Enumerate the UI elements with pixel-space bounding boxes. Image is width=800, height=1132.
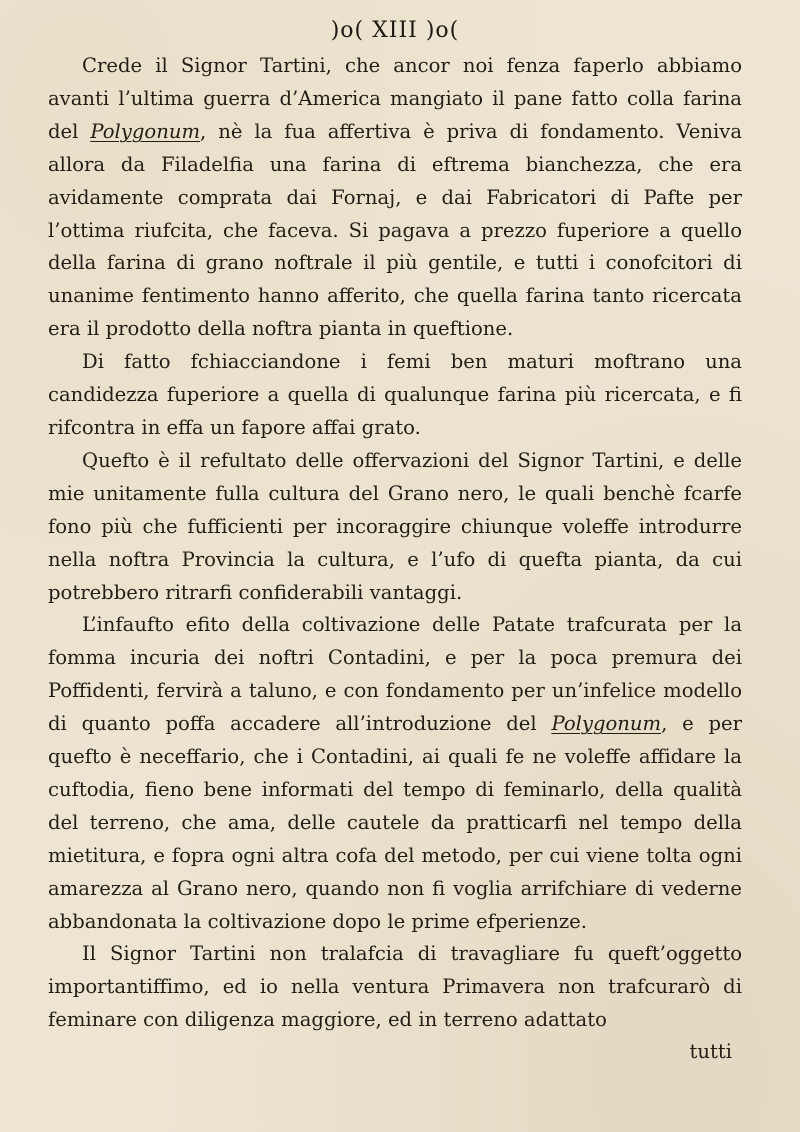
paragraph-4-text-a: L’infaufto efito della coltivazione delle Patate trafcurata per la fomma incuria dei noftri Contadini, e per la poca premura dei Poffidenti, fervirà a taluno, e con fondamento per un’infelice modello di quanto poffa accadere all’introduzione del bbox=[48, 613, 742, 736]
paragraph-1-italic: Polygonum bbox=[90, 119, 201, 143]
paragraph-1 bbox=[48, 50, 742, 346]
body-text bbox=[48, 50, 742, 1037]
paragraph-2 bbox=[48, 346, 742, 445]
paragraph-4 bbox=[48, 609, 742, 938]
paragraph-3 bbox=[48, 445, 742, 610]
paragraph-5 bbox=[48, 938, 742, 1037]
paragraph-3-text: Quefto è il refultato delle offervazioni del Signor Tartini, e delle mie unitamente fulla cultura del Grano nero, le quali benchè fcarfe fono più che fufficienti per incoraggire chiunque voleffe introdurre nella noftra Provincia la cultura, e l’ufo di quefta pianta, da cui potrebbero ritrarfi confiderabili vantaggi. bbox=[48, 448, 742, 604]
paragraph-5-text: Il Signor Tartini non tralafcia di travagliare fu queft’oggetto importantiffimo, ed io nella ventura Primavera non trafcurarò di feminare con diligenza maggiore, ed in terreno adattato bbox=[48, 942, 742, 1032]
running-head: )o( XIII )o( bbox=[330, 18, 460, 43]
paragraph-4-text-b: , e per quefto è neceffario, che i Contadini, ai quali fe ne voleffe affidare la cuftodia, fieno bene informati del tempo di feminarlo, della qualità del terreno, che ama, delle cautele da pratticarfi nel tempo della mietitura, e fopra ogni altra cofa del metodo, per cui viene tolta ogni amarezza al Grano nero, quando non fi voglia arrifchiare di vederne abbandonata la coltivazione dopo le prime efperienze. bbox=[48, 712, 742, 933]
paragraph-4-italic: Polygonum bbox=[551, 712, 662, 736]
paragraph-2-text: Di fatto fchiacciandone i femi ben maturi moftrano una candidezza fuperiore a quella di qualunque farina più ricercata, e fi rifcontra in effa un fapore affai grato. bbox=[48, 350, 742, 439]
catchword: tutti bbox=[689, 1040, 732, 1064]
paragraph-1-text-a: Crede il Signor Tartini, che ancor noi fenza faperlo abbiamo avanti l’ultima guerra d’America mangiato il pane fatto colla farina del bbox=[48, 54, 742, 143]
paragraph-1-text-b: , nè la fua affertiva è priva di fondamento. Veniva allora da Filadelfia una farina di eftrema bianchezza, che era avidamente comprata dai Fornaj, e dai Fabricatori di Pafte per l’ottima riufcita, che faceva. Si pagava a prezzo fuperiore a quello della farina di grano noftrale il più gentile, e tutti i conofcitori di unanime fentimento hanno afferito, che quella farina tanto ricercata era il prodotto della noftra pianta in queftione. bbox=[48, 119, 742, 341]
